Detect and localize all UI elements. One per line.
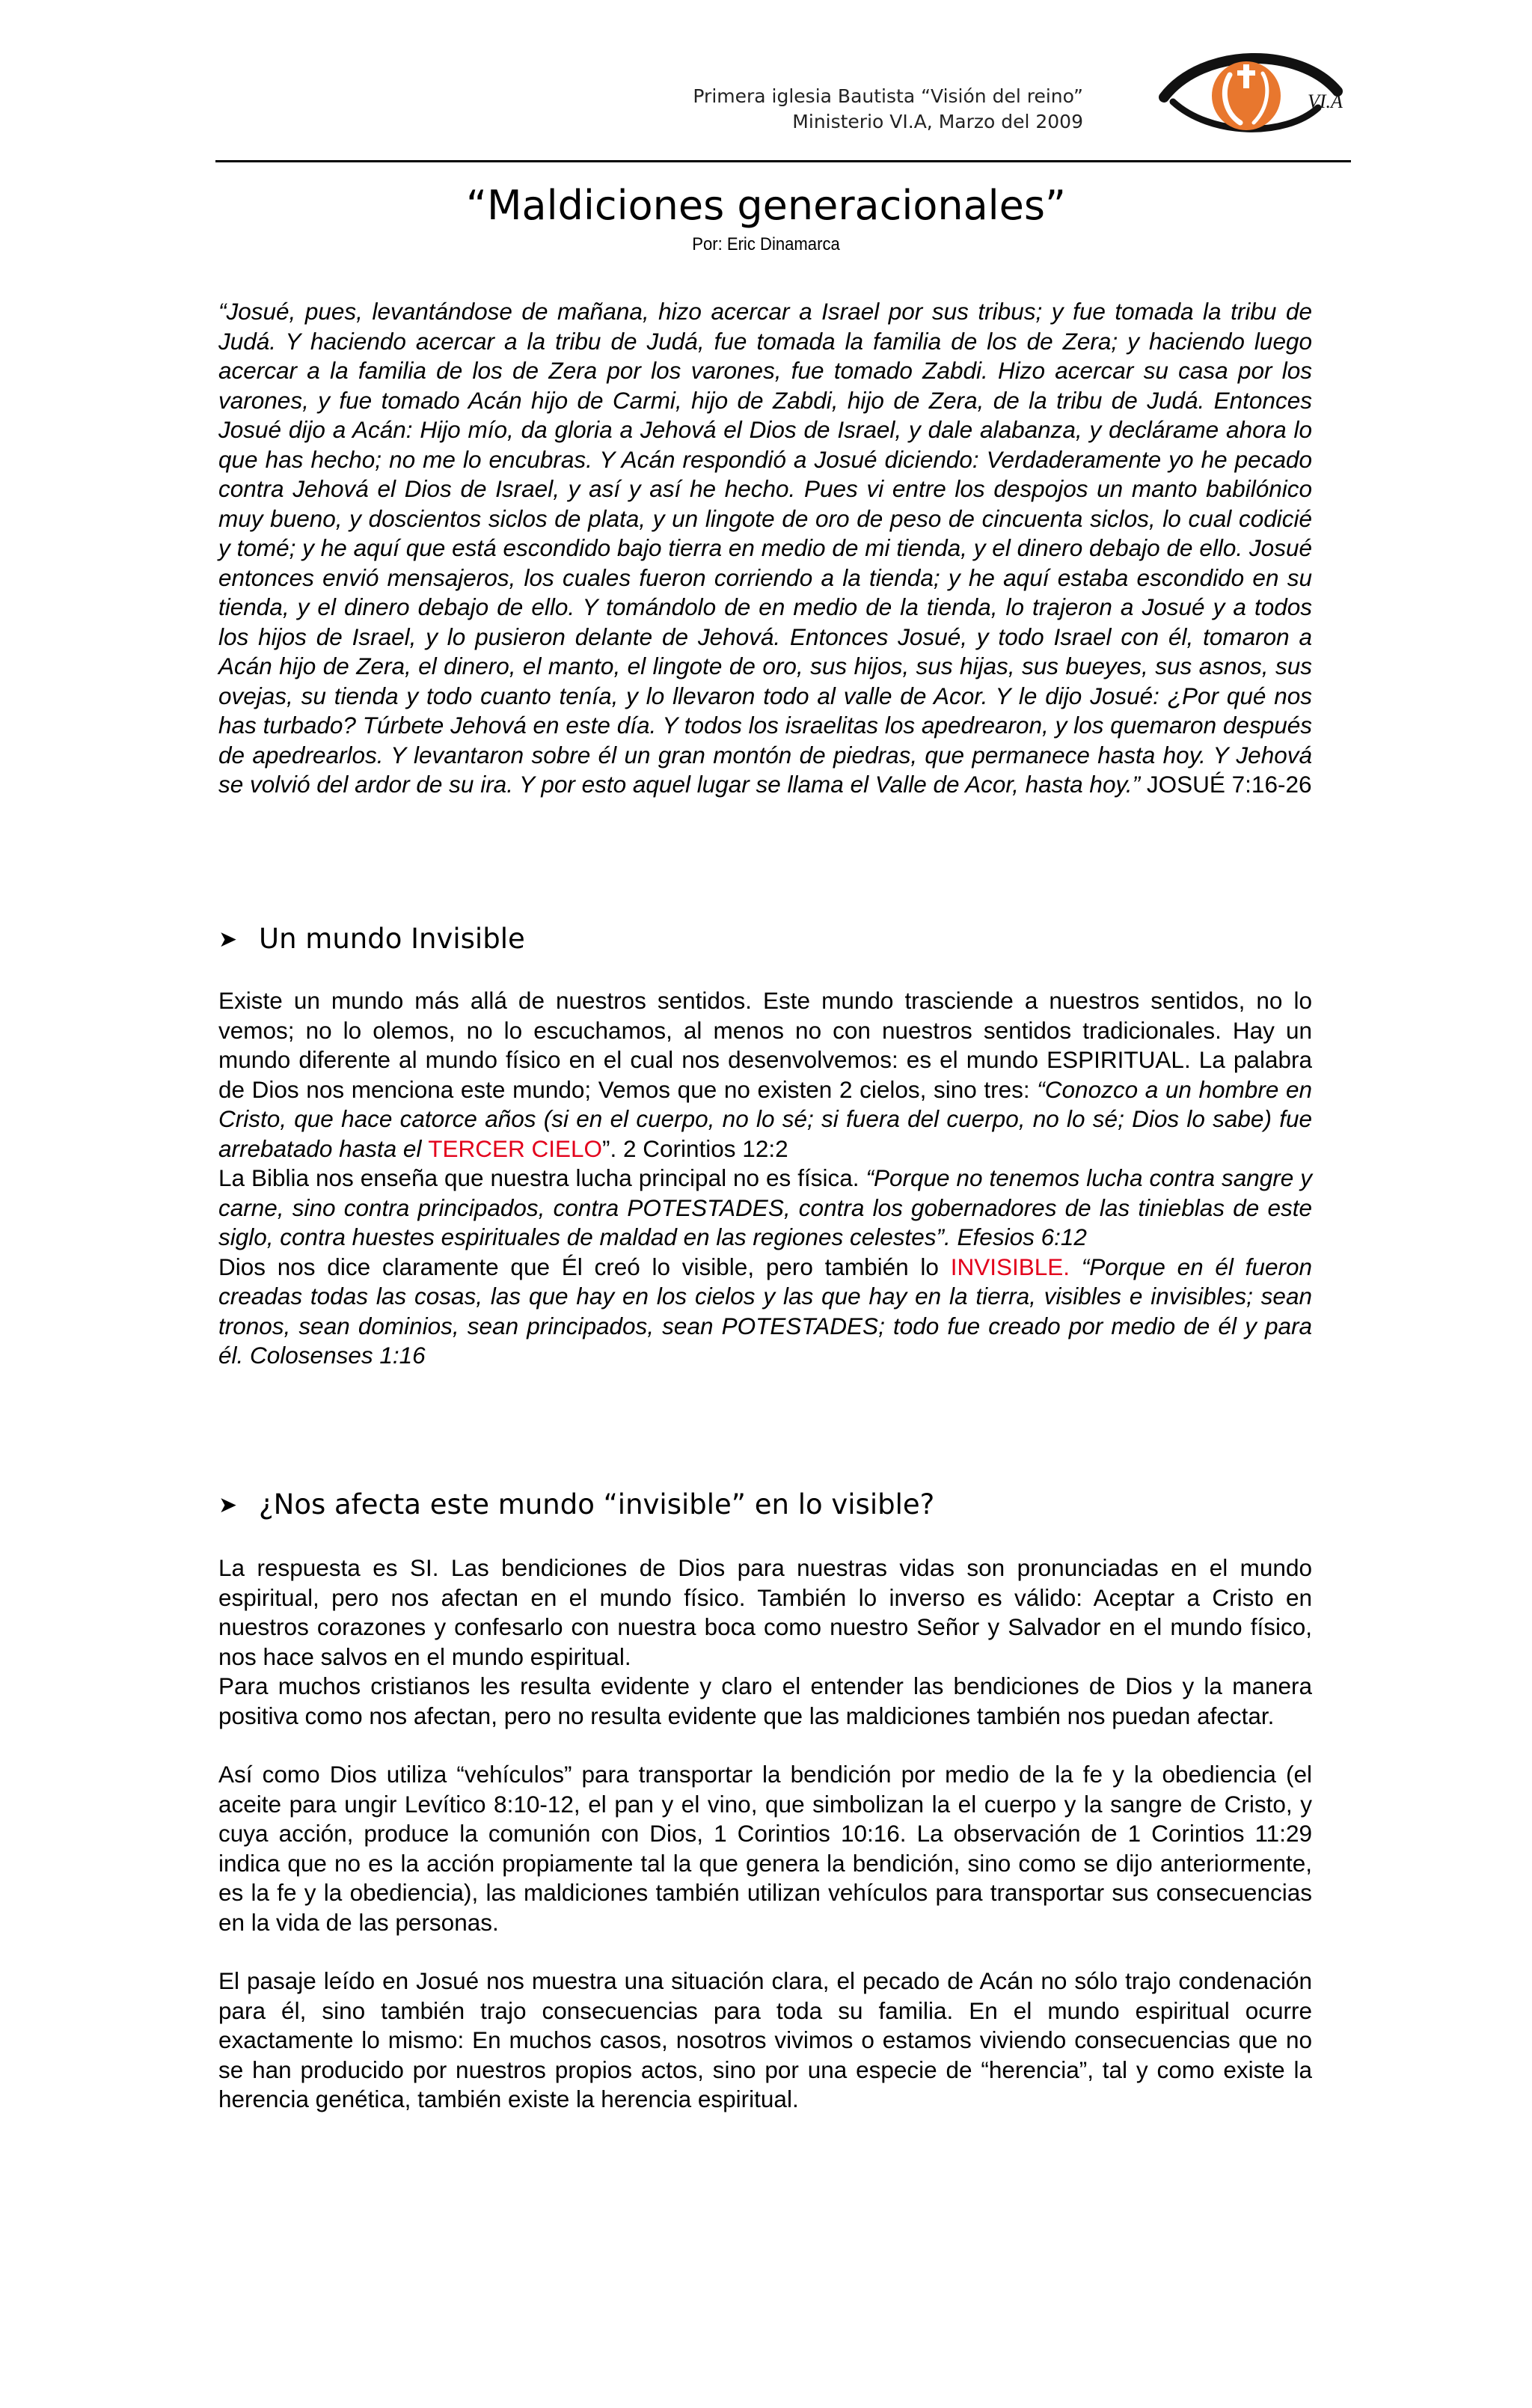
page-title: “Maldiciones generacionales” [465, 182, 1067, 229]
paragraph: Así como Dios utiliza “vehículos” para transportar la bendición por medio de la fe y la obediencia (el aceite para ungir Levítico 8:10-12, el pan y el vino, que simbolizan la el cuerpo y la sangre de Cristo, y cuya acción, produce la comunión con Dios, 1 Corintios 10:16. La observación de 1 Corintios 11:29 indica que no es la acción propiamente tal la que genera la bendición, sino como se dijo anteriormente, es la fe y la obediencia), las maldiciones también utilizan vehículos para transportar sus consecuencias en la vida de las personas. [218, 1761, 1312, 1936]
paragraph: Para muchos cristianos les resulta evidente y claro el entender las bendiciones de Dios y la manera positiva como nos afectan, pero no resulta evidente que las maldiciones también nos puedan afectar. [218, 1672, 1312, 1729]
arrowhead-icon: ➤ [218, 926, 238, 953]
highlight-invisible: INVISIBLE. [950, 1253, 1070, 1280]
author-byline: Por: Eric Dinamarca [692, 234, 840, 254]
section2-body [218, 1553, 1312, 2115]
section1-body [218, 986, 1312, 1371]
ministry-date: Ministerio VI.A, Marzo del 2009 [792, 111, 1083, 132]
cross-icon [1243, 64, 1249, 88]
church-logo [1158, 39, 1346, 144]
section1-heading-text: Un mundo Invisible [259, 923, 525, 955]
paragraph: La respuesta es SI. Las bendiciones de Dios para nuestras vidas son pronunciadas en el mundo espiritual, pero nos afectan en el mundo físico. También lo inverso es válido: Aceptar a Cristo en nuestros corazones y confesarlo con nuestra boca como nuestro Señor y Salvador en el mundo físico, nos hace salvos en el mundo espiritual. [218, 1554, 1312, 1670]
logo-text: VI.A [1308, 91, 1343, 112]
passage-text: “Josué, pues, levantándose de mañana, hizo acercar a Israel por sus tribus; y fue tomada la tribu de Judá. Y haciendo acercar a la tribu de Judá, fue tomada la familia de los de Zera; y haciendo luego acercar a la familia de los de Zera por los varones, fue tomado Zabdi. Hizo acercar su casa por los varones, y fue tomado Acán hijo de Carmi, hijo de Zabdi, hijo de Zera, de la tribu de Judá. Entonces Josué dijo a Acán: Hijo mío, da gloria a Jehová el Dios de Israel, y dale alabanza, y declárame ahora lo que has hecho; no me lo encubras. Y Acán respondió a Josué diciendo: Verdaderamente yo he pecado contra Jehová el Dios de Israel, y así y así he hecho. Pues vi entre los despojos un manto babilónico muy bueno, y doscientos siclos de plata, y un lingote de oro de peso de cincuenta siclos, lo cual codicié y tomé; y he aquí que está escondido bajo tierra en medio de mi tienda, y el dinero debajo de ello. Josué entonces envió mensajeros, los cuales fueron corriendo a la tienda; y he aquí estaba escondido en su tienda, y el dinero debajo de ello. Y tomándolo de en medio de la tienda, lo trajeron a Josué y a todos los hijos de Israel, y lo pusieron delante de Jehová. Entonces Josué, y todo Israel con él, tomaron a Acán hijo de Zera, el dinero, el manto, el lingote de oro, sus hijos, sus hijas, sus bueyes, sus asnos, sus ovejas, su tienda y todo cuanto tenía, y lo llevaron todo al valle de Acor. Y le dijo Josué: ¿Por qué nos has turbado? Túrbete Jehová en este día. Y todos los israelitas los apedrearon, y los quemaron después de apedrearlos. Y levantaron sobre él un gran montón de piedras, que permanece hasta hoy. Y Jehová se volvió del ardor de su ira. Y por esto aquel lugar se llama el Valle de Acor, hasta hoy.” [218, 298, 1312, 798]
section-heading-affects-visible [218, 1488, 1312, 1523]
header-organization [693, 84, 1083, 135]
scripture-passage [218, 297, 1312, 800]
paragraph: La Biblia nos enseña que nuestra lucha principal no es física. “Porque no tenemos lucha contra sangre y carne, sino contra principados, contra POTESTADES, contra los gobernadores de las tinieblas de este siglo, contra huestes espirituales de maldad en las regiones celestes”. Efesios 6:12 [218, 1164, 1312, 1250]
section-heading-invisible-world [218, 922, 1312, 957]
header-divider [215, 160, 1351, 162]
highlight-third-heaven: TERCER CIELO [428, 1134, 602, 1162]
paragraph: El pasaje leído en Josué nos muestra una situación clara, el pecado de Acán no sólo trajo condenación para él, sino también trajo consecuencias para toda su familia. En el mundo espiritual ocurre exactamente lo mismo: En muchos casos, nosotros vivimos o estamos viviendo consecuencias que no se han producido por nuestros propios actos, sino por una especie de “herencia”, tal y como existe la herencia genética, también existe la herencia espiritual. [218, 1967, 1312, 2112]
passage-reference: JOSUÉ 7:16-26 [1140, 771, 1312, 798]
section2-heading-text: ¿Nos afecta este mundo “invisible” en lo visible? [259, 1488, 935, 1521]
church-name: Primera iglesia Bautista “Visión del reino” [693, 85, 1083, 107]
arrowhead-icon: ➤ [218, 1492, 238, 1518]
paragraph: Dios nos dice claramente que Él creó lo visible, pero también lo INVISIBLE. “Porque en él fueron creadas todas las cosas, las que hay en los cielos y las que hay en la tierra, visibles e invisibles; sean tronos, sean dominios, sean principados, sean POTESTADES; todo fue creado por medio de él y para él. Colosenses 1:16 [218, 1253, 1312, 1369]
paragraph: Existe un mundo más allá de nuestros sentidos. Este mundo trasciende a nuestros sentidos, no lo vemos; no lo olemos, no lo escuchamos, al menos no con nuestros sentidos tradicionales. Hay un mundo diferente al mundo físico en el cual nos desenvolvemos: es el mundo ESPIRITUAL. La palabra de Dios nos menciona este mundo; Vemos que no existen 2 cielos, sino tres: “Conozco a un hombre en Cristo, que hace catorce años (si en el cuerpo, no lo sé; si fuera del cuerpo, no lo sé; Dios lo sabe) fue arrebatado hasta el TERCER CIELO”. 2 Corintios 12:2 [218, 987, 1312, 1162]
